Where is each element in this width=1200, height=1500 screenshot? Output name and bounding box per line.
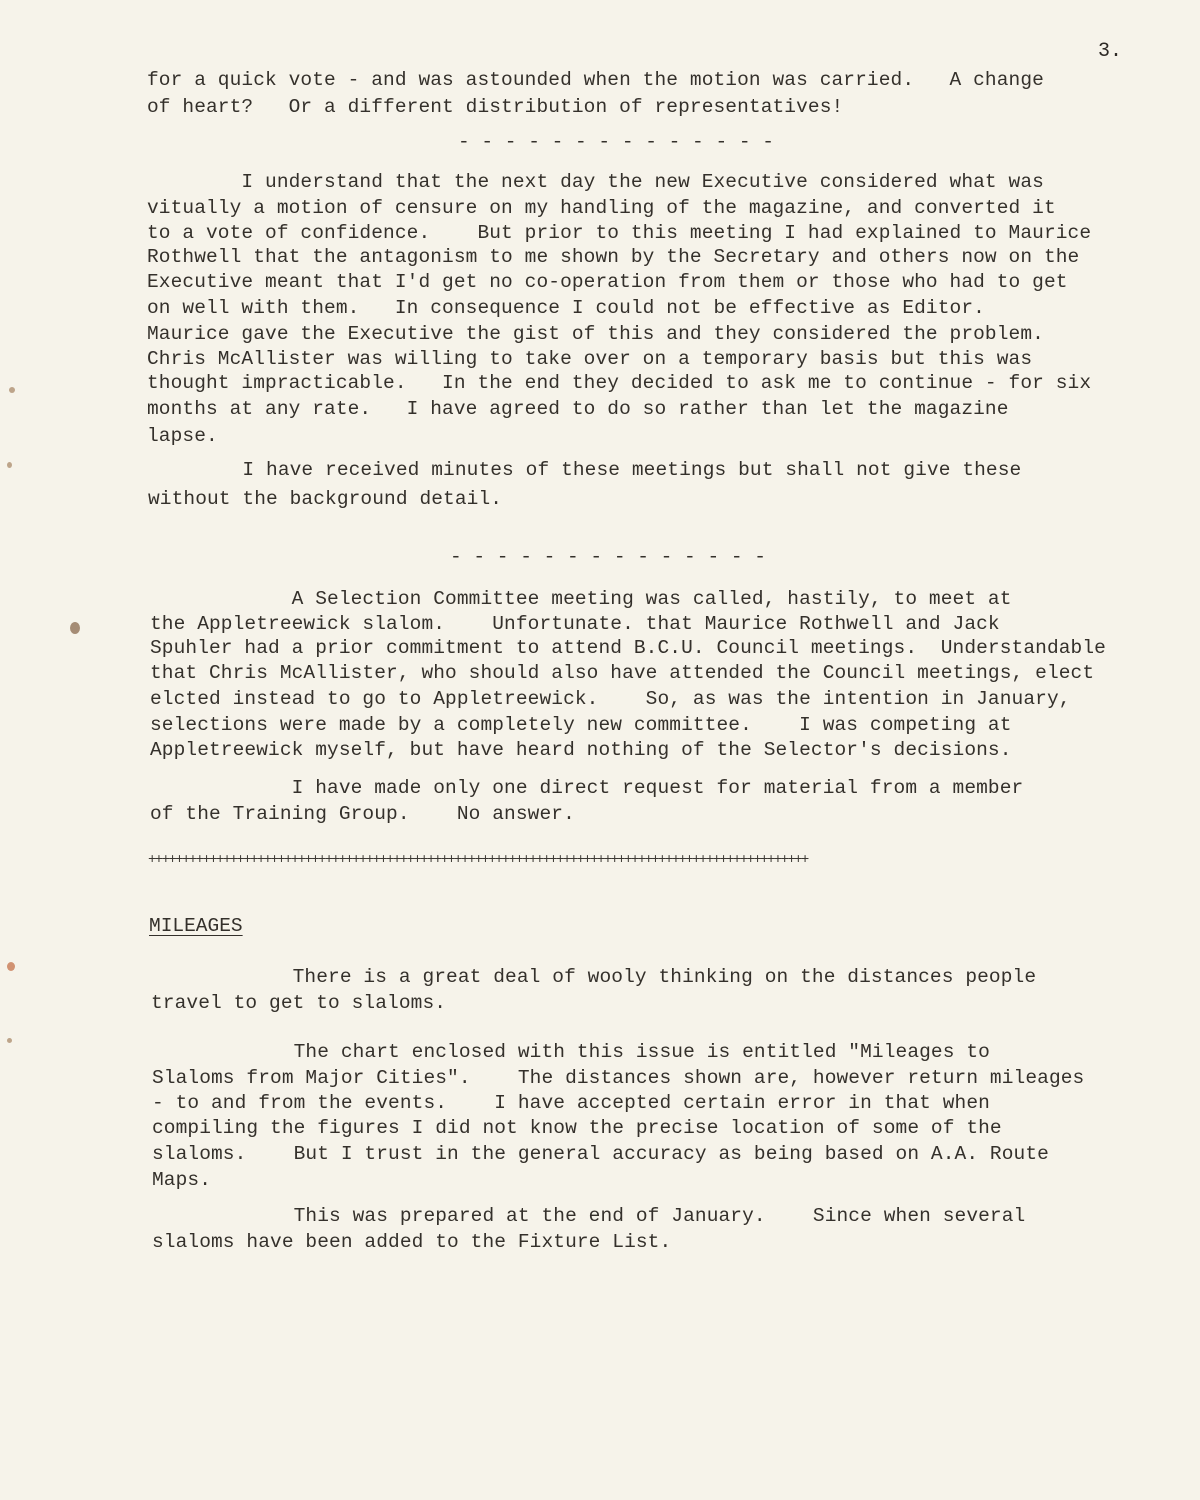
text-line: Spuhler had a prior commitment to attend B.C.U. Council meetings. Understandable [150, 637, 1106, 659]
text-line: of the Training Group. No answer. [150, 803, 575, 825]
text-line: of heart? Or a different distribution of representatives! [147, 96, 844, 118]
text-line: to a vote of confidence. But prior to this meeting I had explained to Maurice [147, 222, 1092, 244]
section-heading-mileages: MILEAGES [149, 915, 243, 937]
text-line: The chart enclosed with this issue is entitled "Mileages to [152, 1041, 990, 1063]
section-divider: - - - - - - - - - - - - - - [458, 131, 774, 153]
text-line: without the background detail. [148, 488, 503, 510]
text-line: lapse. [147, 425, 218, 447]
text-line: for a quick vote - and was astounded when the motion was carried. A change [147, 69, 1044, 91]
text-line: slaloms have been added to the Fixture List. [152, 1231, 672, 1253]
text-line: vitually a motion of censure on my handling of the magazine, and converted it [147, 197, 1056, 219]
text-line: This was prepared at the end of January. Since when several [152, 1205, 1026, 1227]
text-line: Chris McAllister was willing to take over on a temporary basis but this was [147, 348, 1033, 370]
text-line: Rothwell that the antagonism to me shown by the Secretary and others now on the [147, 246, 1080, 268]
text-line: slaloms. But I trust in the general accuracy as being based on A.A. Route [152, 1143, 1049, 1165]
text-line: There is a great deal of wooly thinking on the distances people [151, 966, 1037, 988]
text-line: Maurice gave the Executive the gist of this and they considered the problem. [147, 323, 1044, 345]
text-line: elcted instead to go to Appletreewick. So, as was the intention in January, [150, 688, 1071, 710]
text-line: that Chris McAllister, who should also have attended the Council meetings, elect [150, 662, 1095, 684]
text-line: I have made only one direct request for material from a member [150, 777, 1024, 799]
text-line: Appletreewick myself, but have heard nothing of the Selector's decisions. [150, 739, 1012, 761]
margin-mark [7, 1038, 12, 1043]
text-line: months at any rate. I have agreed to do so rather than let the magazine [147, 398, 1009, 420]
section-divider: - - - - - - - - - - - - - - [450, 546, 766, 568]
margin-mark [70, 622, 80, 634]
text-line: travel to get to slaloms. [151, 992, 447, 1014]
text-line: selections were made by a completely new committee. I was competing at [150, 714, 1012, 736]
margin-mark [9, 387, 15, 393]
text-line: A Selection Committee meeting was called, hastily, to meet at [150, 588, 1012, 610]
text-line: I understand that the next day the new Executive considered what was [147, 171, 1044, 193]
page-number: 3. [1098, 40, 1123, 63]
text-line: thought impracticable. In the end they decided to ask me to continue - for six [147, 372, 1092, 394]
text-line: compiling the figures I did not know the precise location of some of the [152, 1117, 1002, 1139]
text-line: Maps. [152, 1169, 212, 1191]
margin-mark [7, 462, 12, 468]
text-line: - to and from the events. I have accepted certain error in that when [152, 1092, 990, 1114]
text-line: Slaloms from Major Cities". The distances shown are, however return mileages [152, 1067, 1085, 1089]
plus-rule-divider: +++++++++++++++++++++++++++++++++++++++++++++++++++++++++++++++++++++++++++++++++++++++++++++++++ [148, 852, 808, 868]
text-line: Executive meant that I'd get no co-operation from them or those who had to get [147, 271, 1068, 293]
text-line: I have received minutes of these meetings but shall not give these [148, 459, 1022, 481]
text-line: on well with them. In consequence I could not be effective as Editor. [147, 297, 985, 319]
margin-mark [7, 962, 15, 971]
text-line: the Appletreewick slalom. Unfortunate. that Maurice Rothwell and Jack [150, 613, 1000, 635]
